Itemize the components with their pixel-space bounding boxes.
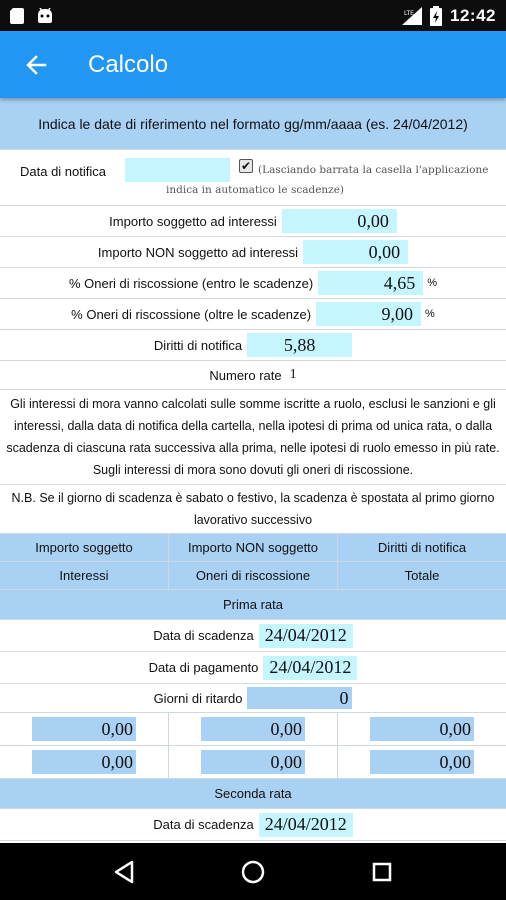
triangle-back-icon — [113, 860, 135, 884]
prima-ritardo-row — [0, 684, 506, 713]
importo-interessi-row — [0, 206, 506, 237]
prima-pagamento-input[interactable]: 24/04/2012 — [263, 656, 357, 680]
android-debug-icon — [36, 8, 54, 24]
header-oneri-riscossione: Oneri di riscossione — [169, 562, 338, 589]
header-importo-soggetto: Importo soggetto — [0, 534, 169, 561]
oneri-entro-unit: % — [427, 277, 437, 289]
header-importo-non-soggetto: Importo NON soggetto — [169, 534, 338, 561]
prima-interessi-value: 0,00 — [32, 750, 136, 774]
oneri-oltre-label: % Oneri di riscossione (oltre le scadenze) — [71, 306, 312, 322]
diritti-row — [0, 330, 506, 361]
importo-interessi-input[interactable]: 0,00 — [282, 209, 397, 233]
header-totale: Totale — [404, 568, 440, 583]
prima-totale-value: 0,00 — [370, 750, 474, 774]
diritti-label: Diritti di notifica — [153, 337, 243, 353]
nav-back-button[interactable] — [104, 852, 144, 892]
prima-ritardo-label: Giorni di ritardo — [153, 690, 243, 706]
square-recents-icon — [372, 862, 392, 882]
importo-non-interessi-label: Importo NON soggetto ad interessi — [97, 244, 299, 260]
table-header-row-2 — [0, 562, 506, 590]
clock: 12:42 — [450, 5, 496, 25]
numero-rate-row — [0, 361, 506, 390]
oneri-oltre-unit: % — [425, 308, 435, 320]
arrow-back-icon — [25, 54, 47, 76]
oneri-entro-row — [0, 268, 506, 299]
notification-row — [0, 150, 506, 206]
notification-label: Data di notifica — [20, 164, 106, 179]
auto-deadline-note: (Lasciando barrata la casella l'applicazione indica in automatico le scadenze) — [166, 164, 489, 196]
numero-rate-label: Numero rate — [209, 367, 282, 383]
status-bar — [0, 0, 506, 31]
oneri-oltre-row — [0, 299, 506, 330]
nb-note-text: N.B. Se il giorno di scadenza è sabato o festivo, la scadenza è spostata al primo giorno lavorativo successivo — [0, 485, 506, 534]
importo-non-interessi-input[interactable]: 0,00 — [303, 240, 408, 264]
svg-text:LTE: LTE — [404, 9, 414, 17]
battery-charging-icon — [430, 6, 442, 26]
numero-rate-select[interactable]: 1 — [289, 367, 297, 382]
seconda-scadenza-row — [0, 809, 506, 841]
importo-interessi-label: Importo soggetto ad interessi — [109, 213, 277, 229]
prima-values-row-2 — [0, 746, 506, 779]
prima-scadenza-label: Data di scadenza — [153, 628, 254, 643]
seconda-scadenza-label: Data di scadenza — [153, 817, 254, 832]
prima-oneri-value: 0,00 — [201, 750, 305, 774]
prima-rata-header: Prima rata — [0, 590, 506, 620]
seconda-scadenza-input[interactable]: 24/04/2012 — [259, 813, 353, 837]
prima-diritti-value: 0,00 — [370, 717, 474, 741]
interest-info-text: Gli interessi di mora vanno calcolati sulle somme iscritte a ruolo, esclusi le sanzioni e gli interessi, dalla data di notifica della cartella, nella ipotesi di prima od unica rata, o dalla scadenza di ciascuna rata successiva alla prima, nelle ipotesi di ruolo emesso in più rate. Sugli interessi di mora sono dovuti gli oneri di riscossione. — [0, 390, 506, 485]
page-title: Calcolo — [88, 50, 169, 78]
circle-home-icon — [241, 860, 265, 884]
prima-scadenza-input[interactable]: 24/04/2012 — [259, 624, 353, 648]
oneri-oltre-input[interactable]: 9,00 — [316, 302, 421, 326]
oneri-entro-input[interactable]: 4,65 — [318, 271, 423, 295]
prima-ritardo-value: 0 — [247, 687, 352, 709]
form-content[interactable] — [0, 98, 506, 843]
prima-pagamento-label: Data di pagamento — [148, 660, 259, 675]
auto-deadline-checkbox[interactable]: ✔ — [240, 159, 252, 173]
nav-recents-button[interactable] — [362, 852, 402, 892]
prima-pagamento-row — [0, 652, 506, 684]
header-diritti-notifica: Diritti di notifica — [377, 540, 467, 555]
back-button[interactable] — [20, 49, 52, 81]
lte-signal-icon — [402, 7, 422, 25]
oneri-entro-label: % Oneri di riscossione (entro le scadenze) — [68, 275, 314, 291]
diritti-input[interactable]: 5,88 — [247, 333, 352, 357]
prima-values-row-1 — [0, 713, 506, 746]
importo-non-interessi-row — [0, 237, 506, 268]
instructions-header: Indica le date di riferimento nel formato gg/mm/aaaa (es. 24/04/2012) — [0, 98, 506, 150]
prima-scadenza-row — [0, 620, 506, 652]
sd-card-icon — [10, 8, 24, 24]
header-interessi: Interessi — [0, 562, 169, 589]
app-bar — [0, 31, 506, 98]
prima-importo-non-soggetto-value: 0,00 — [201, 717, 305, 741]
table-header-row-1 — [0, 534, 506, 562]
prima-importo-soggetto-value: 0,00 — [32, 717, 136, 741]
nav-home-button[interactable] — [233, 852, 273, 892]
seconda-rata-header: Seconda rata — [0, 779, 506, 809]
navigation-bar — [0, 843, 506, 900]
